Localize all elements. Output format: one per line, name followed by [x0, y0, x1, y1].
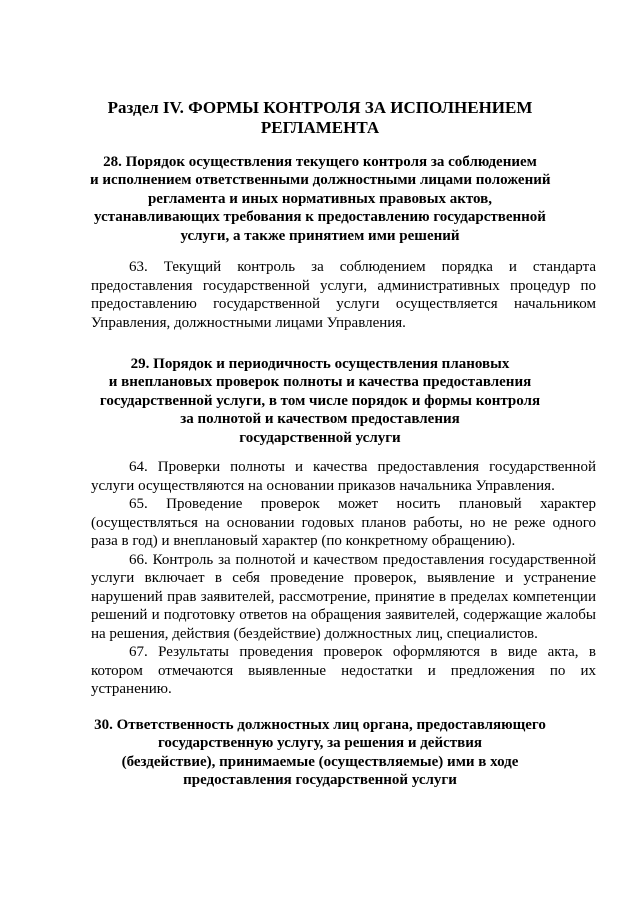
paragraph-66: 66. Контроль за полнотой и качеством предоставления государственной услуги включает в себя проведение проверок, выявление и устранение нарушений прав заявителей, рассмотрение, принятие в пределах компетенции решений и подготовку ответов на обращения заявителей, содержащие жалобы на решения, действия (бездействие) должностных лиц, специалистов.	[91, 551, 596, 642]
paragraph-67: 67. Результаты проведения проверок оформляются в виде акта, в котором отмечаются выявленные недостатки и предложения по их устранению.	[91, 644, 596, 697]
heading-line: государственной услуги	[239, 429, 401, 446]
section-title-line-2: РЕГЛАМЕНТА	[260, 118, 380, 137]
heading-line: (бездействие), принимаемые (осуществляемые) ими в ходе	[121, 753, 519, 770]
section-title-line-1: Раздел IV. ФОРМЫ КОНТРОЛЯ ЗА ИСПОЛНЕНИЕМ	[107, 98, 533, 117]
heading-line: государственной услуги, в том числе порядок и формы контроля	[99, 392, 541, 409]
section-title	[88, 98, 552, 138]
heading-line: и внеплановых проверок полноты и качества предоставления	[108, 374, 532, 391]
subsection-28-heading	[90, 153, 550, 245]
heading-line: за полнотой и качеством предоставления	[180, 411, 460, 428]
heading-line: регламента и иных нормативных правовых актов,	[147, 190, 493, 207]
subsection-29-body	[91, 458, 596, 699]
heading-line: и исполнением ответственными должностными лицами положений	[90, 172, 551, 189]
heading-line: предоставления государственной услуги	[183, 772, 457, 789]
subsection-30-heading	[90, 716, 550, 790]
heading-line: государственную услугу, за решения и действия	[157, 735, 482, 752]
heading-line: устанавливающих требования к предоставлению государственной	[94, 209, 546, 226]
subsection-29-heading	[90, 355, 550, 447]
heading-line: 28. Порядок осуществления текущего контроля за соблюдением	[103, 154, 537, 170]
paragraph-63: 63. Текущий контроль за соблюдением порядка и стандарта предоставления государственной услуги, административных процедур по предоставлению государственной услуги осуществляется начальником Управления, должностными лицами Управления.	[91, 259, 596, 331]
paragraph-65: 65. Проведение проверок может носить плановый характер (осуществляться на основании годовых планов работы, но не реже одного раза в год) и внеплановый характер (по конкретному обращению).	[91, 496, 596, 549]
heading-line: 29. Порядок и периодичность осуществления плановых	[130, 356, 510, 372]
paragraph-64: 64. Проверки полноты и качества предоставления государственной услуги осуществляются на основании приказов начальника Управления.	[91, 459, 596, 494]
heading-line: услуги, а также принятием ими решений	[180, 227, 460, 244]
heading-line: 30. Ответственность должностных лиц органа, предоставляющего	[94, 717, 546, 733]
subsection-28-body	[91, 258, 596, 332]
